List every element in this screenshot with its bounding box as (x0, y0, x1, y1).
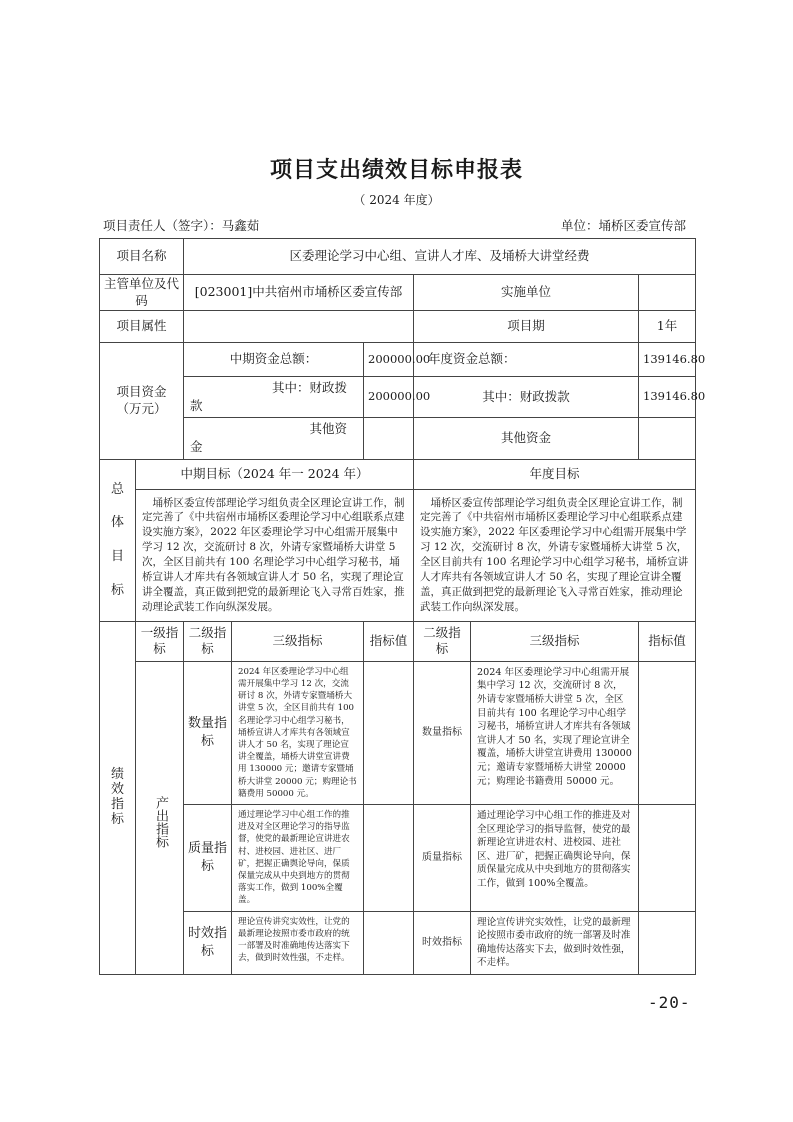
annual-total-label: 年度资金总额： (414, 343, 639, 377)
mid-goal-header: 中期目标（2024 年一 2024 年） (136, 459, 414, 489)
mid-total-label: 中期资金总额： (184, 343, 364, 377)
level2-quantity: 数量指标 (184, 661, 232, 804)
performance-indicators-label: 绩 效 指 标 (100, 621, 136, 974)
row-goals-header (100, 459, 696, 489)
mid-goal-text: 埇桥区委宣传部理论学习组负责全区理论宣讲工作，制定完善了《中共宿州市埇桥区委理论学习中心组联系点建设实施方案》，2022 年区委理论学习中心组需开展集中学习 12 次，交流研讨 8 次，外请专家暨埇桥大讲堂 5 次，全区目前共有 100 名理论学习中心组学习秘书，埇桥宣讲人才库共有各领域宣讲人才 50 名，实现了理论宣讲全覆盖，真正做到把党的最新理论飞入寻常百姓家，推动理论武装工作向纵深发展。 (136, 489, 414, 621)
annual-quantity-value (639, 661, 696, 804)
annual-timeliness-detail: 理论宣传讲究实效性，让党的最新理论按照市委市政府的统一部署及时准确地传达落实下去，做到时效性强，不走样。 (471, 911, 639, 974)
header-level2: 二级指标 (184, 621, 232, 661)
header-value: 指标值 (364, 621, 414, 661)
row-indicator-header (100, 621, 696, 661)
annual-quality-value (639, 804, 696, 911)
period-label: 项目期 (414, 311, 639, 343)
project-name-value: 区委理论学习中心组、宣讲人才库、及埇桥大讲堂经费 (184, 239, 696, 275)
responsible-person: 项目责任人（签字）：马鑫茹 (103, 218, 260, 233)
mid-timeliness-value (364, 911, 414, 974)
level2-quality: 质量指标 (184, 804, 232, 911)
row-goals-text (100, 489, 696, 621)
level2-timeliness: 时效指标 (184, 911, 232, 974)
annual-quantity-detail: 2024 年区委理论学习中心组需开展集中学习 12 次，交流研讨 8 次，外请专家暨埇桥大讲堂 5 次，全区目前共有 100 名理论学习中心组学习秘书，埇桥宣讲人才库共有各领域宣讲人才 50 名，实现了理论宣讲全覆盖，埇桥大讲堂宣讲费用 130000 元；邀请专家暨埇桥大讲堂 20000 元；购理论书籍费用 50000 元。 (471, 661, 639, 804)
header-value-right: 指标值 (639, 621, 696, 661)
table-row (100, 911, 696, 974)
performance-target-table (99, 238, 706, 975)
fiscal-year: （ 2024 年度） (353, 193, 440, 207)
annual-other-label: 其他资金 (414, 418, 639, 459)
mid-fiscal-label: 其中：财政拨 款 (184, 377, 364, 418)
overall-goals-label: 总 体 目 标 (100, 459, 136, 621)
row-department (100, 275, 696, 311)
mid-fiscal-value: 200000.00 (364, 377, 414, 418)
annual-quality-detail: 通过理论学习中心组工作的推进及对全区理论学习的指导监督，使党的最新理论宣讲进农村、进校园、进社区、进厂矿，把握正确舆论导向，保质保量完成从中央到地方的贯彻落实工作，做到 100%全覆盖。 (471, 804, 639, 911)
mid-quantity-value (364, 661, 414, 804)
impl-unit-value (639, 275, 696, 311)
funds-label (100, 343, 184, 460)
mid-quantity-detail: 2024 年区委理论学习中心组需开展集中学习 12 次，交流研讨 8 次，外请专家暨埇桥大讲堂 5 次，全区目前共有 100 名理论学习中心组学习秘书，埇桥宣讲人才库共有各领域宣讲人才 50 名，实现了理论宣讲全覆盖，埇桥大讲堂宣讲费用 130000 元；邀请专家暨埇桥大讲堂 20000 元；购理论书籍费用 50000 元。 (232, 661, 364, 804)
header-level3: 三级指标 (232, 621, 364, 661)
project-name-label: 项目名称 (100, 239, 184, 275)
funds-label-line1: 项目资金 (116, 383, 167, 399)
annual-goal-header: 年度目标 (414, 459, 696, 489)
annual-level2-quality: 质量指标 (414, 804, 471, 911)
table-row (100, 661, 696, 804)
page-title: 项目支出绩效目标申报表 (269, 158, 523, 183)
dept-value: [023001]中共宿州市埇桥区委宣传部 (184, 275, 414, 311)
mid-quality-detail: 通过理论学习中心组工作的推进及对全区理论学习的指导监督，使党的最新理论宣讲进农村、进校园、进社区、进厂矿，把握正确舆论导向，保质保量完成从中央到地方的贯彻落实工作，做到 100%全覆盖。 (232, 804, 364, 911)
page-number: -20- (648, 993, 691, 1012)
annual-level2-timeliness: 时效指标 (414, 911, 471, 974)
dept-label: 主管单位及代码 (100, 275, 184, 311)
unit-name: 单位：埇桥区委宣传部 (560, 218, 686, 233)
row-funds-fiscal (100, 377, 696, 418)
annual-total-value: 139146.80 (639, 343, 696, 377)
mid-quality-value (364, 804, 414, 911)
row-attribute (100, 311, 696, 343)
period-value: 1年 (639, 311, 696, 343)
table-row (100, 804, 696, 911)
row-funds-other (100, 418, 696, 459)
mid-other-value (364, 418, 414, 459)
annual-level2-quantity: 数量指标 (414, 661, 471, 804)
attr-value (184, 311, 414, 343)
level1-output-indicator: 产出指标 (136, 661, 184, 974)
row-project-name (100, 239, 696, 275)
header-level3-right: 三级指标 (471, 621, 639, 661)
funds-label-line2: （万元） (116, 400, 167, 416)
mid-other-label: 其他资 金 (184, 418, 364, 459)
annual-fiscal-label: 其中：财政拨款 (414, 377, 639, 418)
annual-other-value (639, 418, 696, 459)
mid-timeliness-detail: 理论宣传讲究实效性，让党的最新理论按照市委市政府的统一部署及时准确地传达落实下去，做到时效性强，不走样。 (232, 911, 364, 974)
header-level2-right: 二级指标 (414, 621, 471, 661)
row-funds-total (100, 343, 696, 377)
impl-unit-label: 实施单位 (414, 275, 639, 311)
annual-fiscal-value: 139146.80 (639, 377, 696, 418)
annual-goal-text: 埇桥区委宣传部理论学习组负责全区理论宣讲工作，制定完善了《中共宿州市埇桥区委理论学习中心组联系点建设实施方案》，2022 年区委理论学习中心组需开展集中学习 12 次，交流研讨 8 次，外请专家暨埇桥大讲堂 5 次，全区目前共有 100 名理论学习中心组学习秘书，埇桥宣讲人才库共有各领域宣讲人才 50 名，实现了理论宣讲全覆盖，真正做到把党的最新理论飞入寻常百姓家，推动理论武装工作向纵深发展。 (414, 489, 696, 621)
mid-total-value: 200000.00 (364, 343, 414, 377)
header-level1: 一级指标 (136, 621, 184, 661)
annual-timeliness-value (639, 911, 696, 974)
attr-label: 项目属性 (100, 311, 184, 343)
